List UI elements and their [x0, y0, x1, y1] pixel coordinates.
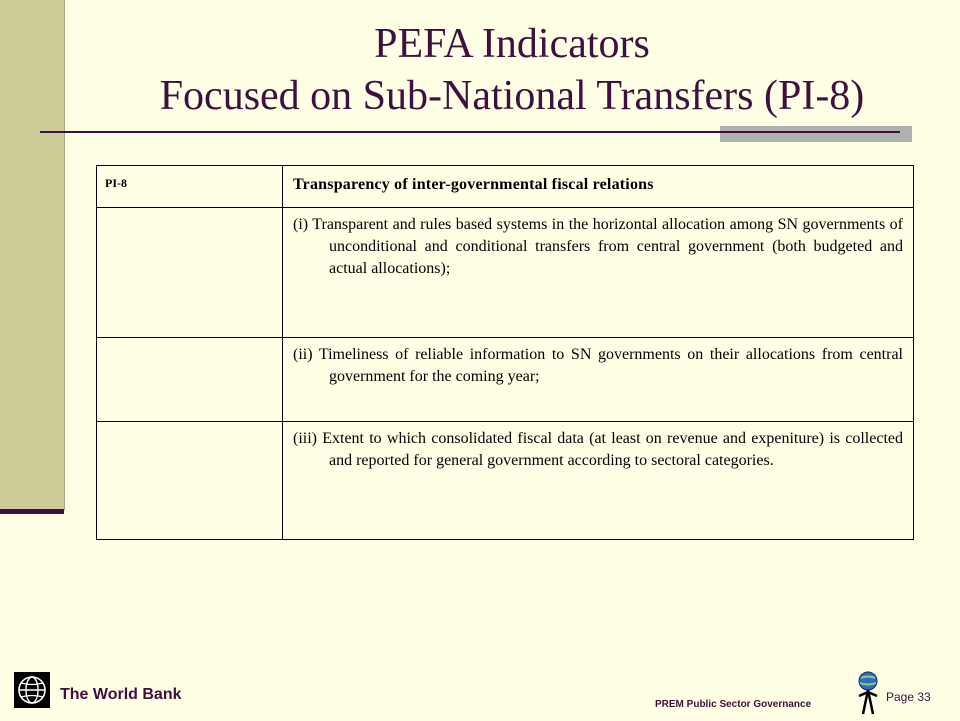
slide-title-line-2: Focused on Sub-National Transfers (PI-8) — [159, 73, 865, 119]
footer-organization: The World Bank — [60, 686, 182, 703]
dimension-text: (ii) Timeliness of reliable information to SN governments on their allocations from central government for the coming year; — [283, 338, 914, 422]
person-globe-icon — [853, 670, 883, 716]
score-cell — [97, 208, 283, 338]
world-bank-globe-icon — [14, 672, 50, 708]
footer-unit: PREM Public Sector Governance — [655, 699, 812, 710]
table-row — [97, 338, 914, 422]
slide-title — [64, 18, 960, 122]
table-row — [97, 422, 914, 540]
indicator-table — [96, 165, 914, 540]
score-cell — [97, 422, 283, 540]
table-header-row — [97, 166, 914, 208]
dimension-text: (i) Transparent and rules based systems in the horizontal allocation among SN governments of unconditional and conditional transfers from central government (both budgeted and actual allocations); — [283, 208, 914, 338]
page-number: Page 33 — [886, 690, 931, 704]
indicator-code: PI-8 — [97, 166, 283, 208]
indicator-title: Transparency of inter-governmental fiscal relations — [283, 166, 914, 208]
left-bar-underline — [0, 509, 64, 514]
table-row — [97, 208, 914, 338]
title-rule — [40, 131, 900, 133]
score-cell — [97, 338, 283, 422]
title-rule-shadow — [720, 126, 912, 142]
slide-title-line-1: PEFA Indicators — [374, 21, 650, 67]
left-decorative-bar — [0, 0, 65, 510]
dimension-text: (iii) Extent to which consolidated fiscal data (at least on revenue and expeniture) is collected and reported for general government according to sectoral categories. — [283, 422, 914, 540]
